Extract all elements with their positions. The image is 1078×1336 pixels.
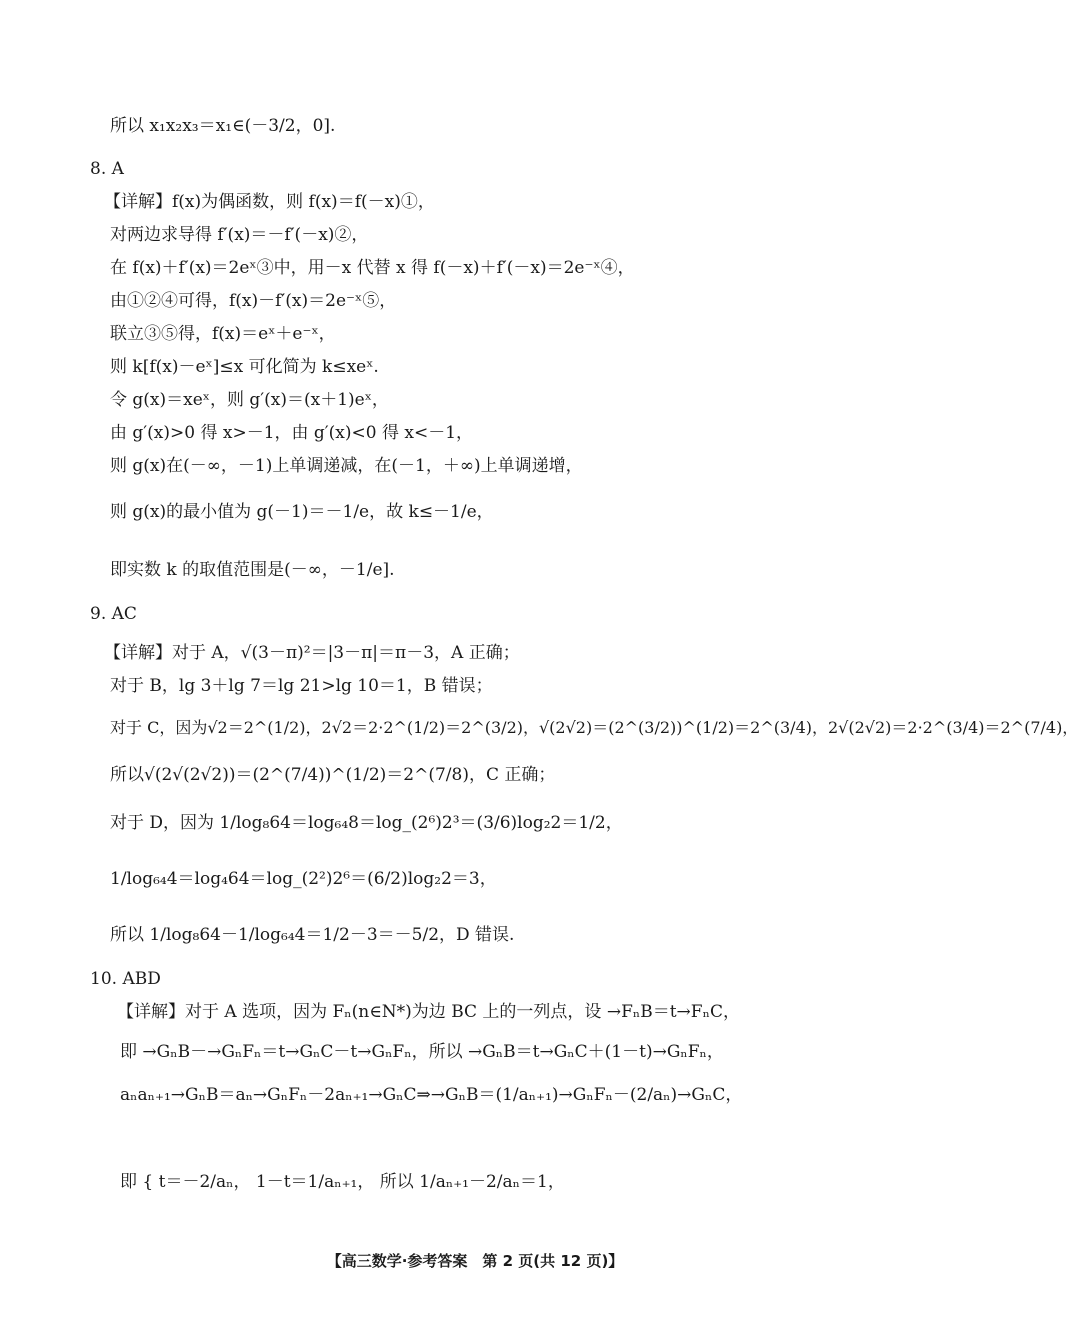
text-line: 即实数 k 的取值范围是(－∞，－1/e]. (110, 560, 395, 580)
text-line: 对于 B，lg 3＋lg 7＝lg 21>lg 10＝1，B 错误； (110, 676, 493, 696)
text-line: 所以 1/log₈64－1/log₆₄4＝1/2－3＝－5/2，D 错误. (110, 925, 515, 945)
text-line: 【详解】f(x)为偶函数，则 f(x)＝f(－x)①， (104, 192, 435, 212)
text-line: 令 g(x)＝xeˣ，则 g′(x)＝(x＋1)eˣ， (110, 390, 389, 410)
text-line: 则 g(x)在(－∞，－1)上单调递减，在(－1，＋∞)上单调递增， (110, 456, 583, 476)
text-line: 【详解】对于 A，√(3－π)²＝|3－π|＝π－3，A 正确； (104, 643, 520, 663)
text-line: aₙaₙ₊₁→GₙB＝aₙ→GₙFₙ－2aₙ₊₁→GₙC⇒→GₙB＝(1/aₙ₊₁)→GₙFₙ－(2/aₙ)→GₙC， (120, 1085, 743, 1105)
text-line: 【详解】对于 A 选项，因为 Fₙ(n∈N*)为边 BC 上的一列点，设 →FₙB＝t→FₙC， (117, 1002, 740, 1022)
text-line: 对于 C，因为√2＝2^(1/2)，2√2＝2·2^(1/2)＝2^(3/2)，√(2√2)＝(2^(3/2))^(1/2)＝2^(3/4)，2√(2√2)＝2·2^(3/4)＝2^(7/4)， (110, 718, 1078, 737)
text-line: 即 →GₙB－→GₙFₙ＝t→GₙC－t→GₙFₙ，所以 →GₙB＝t→GₙC＋(1－t)→GₙFₙ， (120, 1042, 724, 1062)
text-line: 则 g(x)的最小值为 g(－1)＝－1/e，故 k≤－1/e， (110, 502, 494, 522)
question-number: 8. A (90, 159, 124, 179)
question-number: 9. AC (90, 604, 137, 624)
text-line: 所以√(2√(2√2))＝(2^(7/4))^(1/2)＝2^(7/8)，C 正确； (110, 765, 556, 785)
text-line: 所以 x₁x₂x₃＝x₁∈(－3/2，0]. (110, 116, 336, 136)
text-line: 由 g′(x)>0 得 x>－1，由 g′(x)<0 得 x<－1， (110, 423, 474, 443)
text-line: 对两边求导得 f′(x)＝－f′(－x)②， (110, 225, 369, 245)
question-number: 10. ABD (90, 969, 161, 989)
text-line: 对于 D，因为 1/log₈64＝log₆₄8＝log_(2⁶)2³＝(3/6)log₂2＝1/2， (110, 813, 623, 833)
text-line: 则 k[f(x)－eˣ]≤x 可化简为 k≤xeˣ. (110, 357, 379, 377)
text-line: 在 f(x)＋f′(x)＝2eˣ③中，用－x 代替 x 得 f(－x)＋f′(－x)＝2e⁻ˣ④， (110, 258, 635, 278)
text-line: 联立③⑤得，f(x)＝eˣ＋e⁻ˣ， (110, 324, 336, 344)
text-line: 由①②④可得，f(x)－f′(x)＝2e⁻ˣ⑤， (110, 291, 397, 311)
page-footer: 【高三数学·参考答案 第 2 页(共 12 页)】 (326, 1252, 624, 1270)
text-line: 1/log₆₄4＝log₄64＝log_(2²)2⁶＝(6/2)log₂2＝3， (110, 869, 497, 889)
text-line: 即 { t＝－2/aₙ， 1－t＝1/aₙ₊₁， 所以 1/aₙ₊₁－2/aₙ＝1， (120, 1172, 565, 1192)
